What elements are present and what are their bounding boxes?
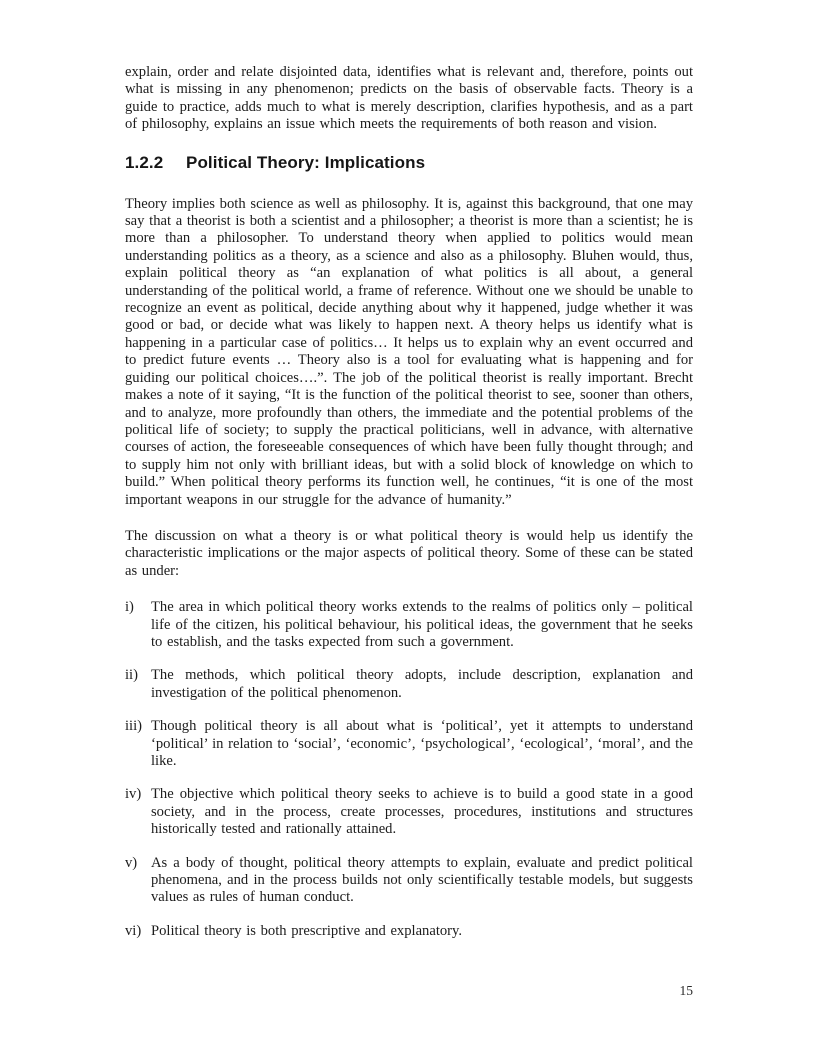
list-item-text: The objective which political theory seeks to achieve is to build a good state in a good society, and in the process, create processes, procedures, institutions and structures historically tested and rationally attained. bbox=[151, 786, 693, 838]
list-item-marker: vi) bbox=[125, 922, 142, 939]
section-number: 1.2.2 bbox=[125, 152, 164, 172]
list-item bbox=[125, 786, 693, 838]
list-item-text: Though political theory is all about what is ‘political’, yet it attempts to understand ‘political’ in relation to ‘social’, ‘economic’, ‘psychological’, ‘ecological’, ‘moral’, and the like. bbox=[151, 718, 693, 769]
list-item bbox=[125, 718, 693, 770]
list-item-marker: v) bbox=[125, 854, 138, 871]
list-item-marker: iv) bbox=[125, 786, 142, 803]
list-item bbox=[125, 599, 693, 651]
page-number: 15 bbox=[679, 983, 693, 998]
list-item bbox=[125, 667, 693, 702]
list-item-marker: iii) bbox=[125, 718, 143, 735]
list-item-marker: ii) bbox=[125, 667, 138, 684]
list-item-text: The area in which political theory works extends to the realms of politics only – political life of the citizen, his political behaviour, his political ideas, the government that he seeks to establish, and the tasks expected from such a government. bbox=[151, 599, 693, 650]
list-item-text: Political theory is both prescriptive and explanatory. bbox=[151, 922, 463, 939]
page-content bbox=[125, 64, 693, 956]
list-item-marker: i) bbox=[125, 599, 134, 616]
body-paragraph-theory-implications: Theory implies both science as well as philosophy. It is, against this background, that one may say that a theorist is both a scientist and a philosopher; a theorist is more than a scientist; he is more than a philosopher. To understand theory when applied to politics would mean understanding politics as a theory, as a science and also as a philosophy. Bluhen would, thus, explain political theory as “an explanation of what politics is all about, a general understanding of the political world, a frame of reference. Without one we should be unable to recognize an event as political, decide anything about why it happened, judge whether it was good or bad, or decide what was likely to happen next. A theory helps us identify what is happening in a particular case of politics… It helps us to explain why an event occurred and to predict future events … Theory also is a tool for evaluating what is happening and for guiding our political choices….”. The job of the political theorist is really important. Brecht makes a note of it saying, “It is the function of the political theorist to see, sooner than others, and to analyze, more profoundly than others, the immediate and the potential problems of the political life of society; to supply the practical politicians, well in advance, with alternative courses of action, the foreseeable consequences of which have been fully thought through; and to supply him not only with brilliant ideas, but with a solid block of knowledge on which to build.” When political theory performs its function well, he continues, “it is one of the most important weapons in our struggle for the advance of humanity.” bbox=[125, 195, 693, 508]
implications-list bbox=[125, 599, 693, 940]
section-title: Political Theory: Implications bbox=[186, 152, 426, 172]
discussion-paragraph: The discussion on what a theory is or what political theory is would help us identify the characteristic implications or the major aspects of political theory. Some of these can be stated as under: bbox=[125, 527, 693, 579]
intro-paragraph: explain, order and relate disjointed data, identifies what is relevant and, therefore, points out what is missing in any phenomenon; predicts on the basis of observable facts. Theory is a guide to practice, adds much to what is merely description, clarifies hypothesis, and as a part of philosophy, explains an issue which meets the requirements of both reason and vision. bbox=[125, 64, 693, 133]
list-item bbox=[125, 855, 693, 907]
list-item-text: As a body of thought, political theory attempts to explain, evaluate and predict political phenomena, and in the process builds not only scientifically testable models, but suggests values as rules of human conduct. bbox=[151, 854, 693, 906]
list-item-text: The methods, which political theory adopts, include description, explanation and investigation of the political phenomenon. bbox=[151, 667, 693, 701]
list-item bbox=[125, 923, 693, 940]
section-heading bbox=[125, 153, 693, 173]
